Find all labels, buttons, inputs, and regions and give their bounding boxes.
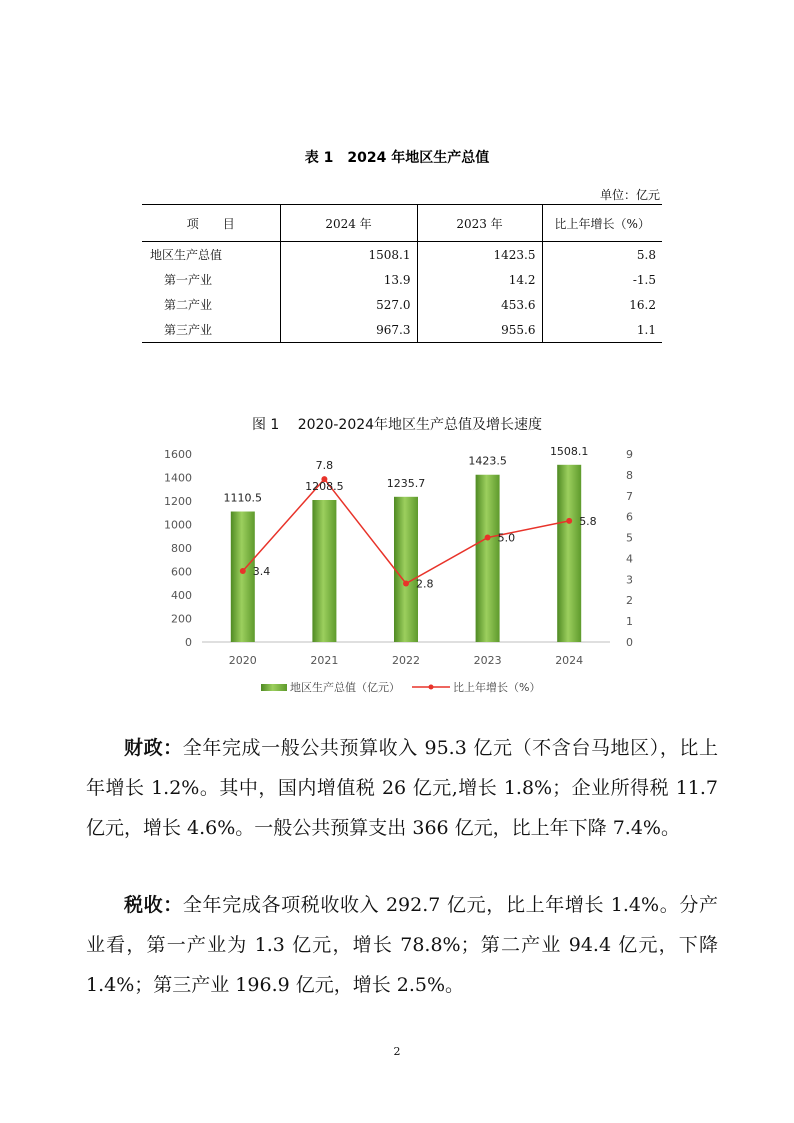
table-row <box>142 267 662 292</box>
cell-growth: -1.5 <box>542 267 662 292</box>
y-left-tick-label: 1200 <box>164 495 192 508</box>
header-2023: 2023 年 <box>417 205 542 242</box>
table-row <box>142 242 662 268</box>
header-item: 项 目 <box>142 205 280 242</box>
y-right-tick-label: 5 <box>626 531 633 545</box>
cell-2023: 14.2 <box>417 267 542 292</box>
tax-label: 税收： <box>124 894 183 916</box>
y-right-tick-label: 6 <box>626 510 633 524</box>
bar <box>557 465 581 642</box>
tax-paragraph <box>86 885 718 1005</box>
growth-point <box>240 568 246 574</box>
legend-line-marker <box>429 685 434 690</box>
cell-2023: 453.6 <box>417 292 542 317</box>
cell-2024: 527.0 <box>280 292 417 317</box>
bar <box>394 497 418 642</box>
cell-growth: 5.8 <box>542 242 662 268</box>
cell-2024: 1508.1 <box>280 242 417 268</box>
y-left-tick-label: 0 <box>185 636 192 649</box>
y-right-tick-label: 1 <box>626 615 633 629</box>
y-left-tick-label: 800 <box>171 542 192 555</box>
x-tick-label: 2020 <box>228 654 257 667</box>
bar-value-label: 1508.1 <box>549 444 589 458</box>
bar <box>312 500 336 642</box>
cell-growth: 16.2 <box>542 292 662 317</box>
growth-point <box>485 535 491 541</box>
page-number: 2 <box>393 1045 401 1058</box>
table-header-row <box>142 205 662 242</box>
cell-2024: 967.3 <box>280 317 417 343</box>
finance-text: 全年完成一般公共预算收入 95.3 亿元（不含台马地区），比上年增长 1.2%。其中，国内增值税 26 亿元,增长 1.8%；企业所得税 11.7 亿元，增长 4.6%。一般公共预算支出 366 亿元，比上年下降 7.4%。 <box>86 737 718 839</box>
y-right-tick-label: 7 <box>626 489 633 503</box>
header-2024: 2024 年 <box>280 205 417 242</box>
table-title: 表 1 2024 年地区生产总值 <box>304 150 490 166</box>
y-right-tick-label: 8 <box>626 468 633 482</box>
row-label: 地区生产总值 <box>150 248 223 262</box>
legend-line-label: 比上年增长（%） <box>453 681 541 694</box>
y-left-tick-label: 1600 <box>164 448 192 461</box>
bar-value-label: 1423.5 <box>468 454 507 468</box>
bar <box>476 475 500 642</box>
cell-2023: 1423.5 <box>417 242 542 268</box>
legend-bar-swatch <box>261 684 287 691</box>
growth-value-label: 5.8 <box>579 514 597 528</box>
y-right-tick-label: 2 <box>626 594 633 608</box>
table-row <box>142 292 662 317</box>
y-right-tick-label: 4 <box>626 552 633 566</box>
growth-value-label: 5.0 <box>497 531 516 545</box>
gdp-growth-chart <box>140 432 660 702</box>
y-right-tick-label: 9 <box>626 448 633 461</box>
bar <box>231 512 255 642</box>
x-tick-label: 2023 <box>473 654 502 667</box>
growth-value-label: 3.4 <box>252 564 271 578</box>
row-label: 第二产业 <box>164 298 213 312</box>
growth-value-label: 7.8 <box>315 459 334 473</box>
y-left-tick-label: 400 <box>171 589 192 602</box>
cell-2023: 955.6 <box>417 317 542 343</box>
legend-bar-label: 地区生产总值（亿元） <box>290 681 400 694</box>
row-label: 第一产业 <box>164 273 213 287</box>
x-tick-label: 2022 <box>392 654 420 667</box>
growth-point <box>403 581 409 587</box>
y-right-tick-label: 0 <box>626 636 633 649</box>
tax-text: 全年完成各项税收收入 292.7 亿元，比上年增长 1.4%。分产业看，第一产业为 1.3 亿元，增长 78.8%；第二产业 94.4 亿元，下降 1.4%；第三产业 196.9 亿元，增长 2.5%。 <box>86 894 718 996</box>
header-growth: 比上年增长（%） <box>542 205 662 242</box>
bar-value-label: 1235.7 <box>386 476 426 490</box>
finance-label: 财政： <box>124 737 183 759</box>
chart-legend <box>261 680 540 694</box>
y-left-tick-label: 200 <box>171 612 192 626</box>
x-tick-label: 2024 <box>555 654 584 667</box>
table-row <box>142 317 662 343</box>
bar-value-label: 1208.5 <box>305 480 344 494</box>
cell-2024: 13.9 <box>280 267 417 292</box>
y-left-tick-label: 600 <box>171 565 192 579</box>
x-tick-label: 2021 <box>310 654 339 667</box>
finance-paragraph <box>86 728 718 848</box>
y-right-tick-label: 3 <box>626 573 633 587</box>
cell-growth: 1.1 <box>542 317 662 343</box>
y-left-tick-label: 1000 <box>164 518 192 532</box>
bar-value-label: 1110.5 <box>223 491 263 505</box>
chart-title: 图 1 2020-2024年地区生产总值及增长速度 <box>251 417 543 433</box>
growth-point <box>566 518 572 524</box>
y-left-tick-label: 1400 <box>164 471 192 485</box>
table-unit: 单位：亿元 <box>599 188 660 202</box>
row-label: 第三产业 <box>142 317 280 343</box>
gdp-table <box>142 204 662 343</box>
growth-value-label: 2.8 <box>416 577 434 591</box>
